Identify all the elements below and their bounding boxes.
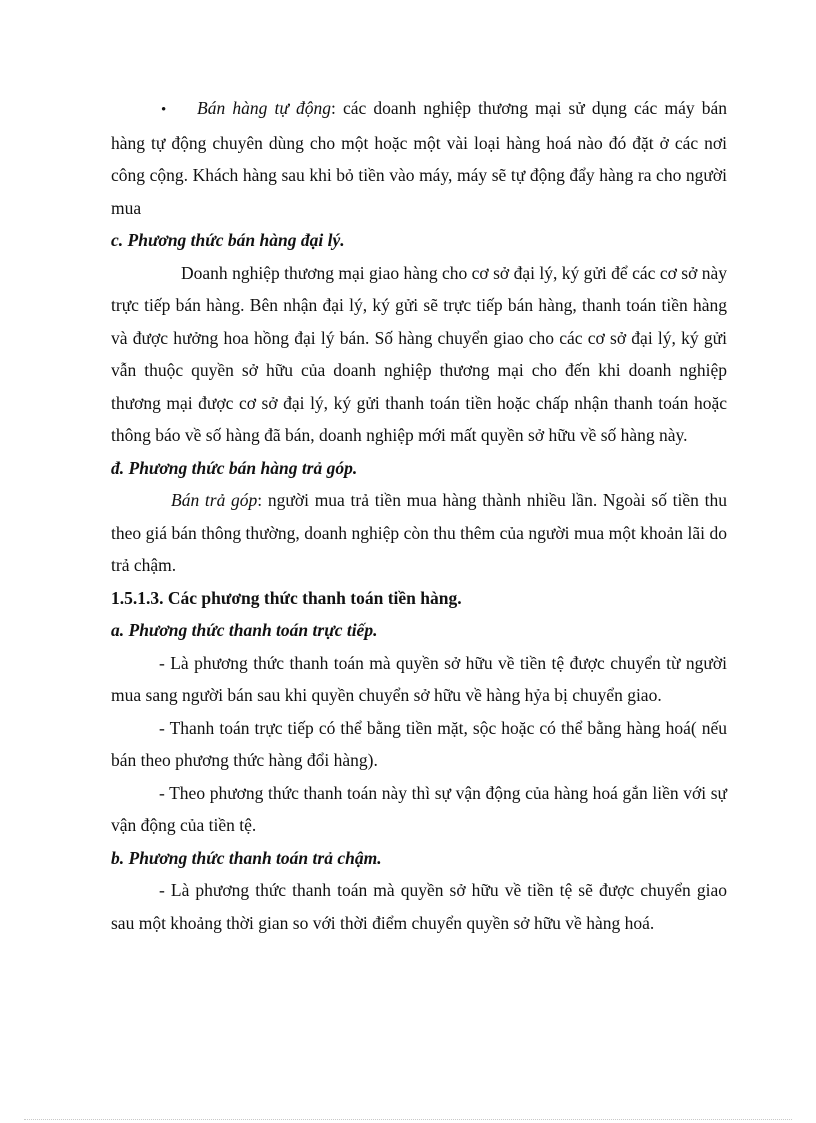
paragraph-installment-text: : người mua trả tiền mua hàng thành nhiều lần. Ngoài số tiền thu theo giá bán thông thường, doanh nghiệp còn thu thêm của người mua một khoản lãi do trả chậm. xyxy=(111,490,727,575)
heading-installment-sales: đ. Phương thức bán hàng trả góp. xyxy=(111,457,358,478)
paragraph-installment-sales xyxy=(111,484,727,582)
paragraph-agency-sales: Doanh nghiệp thương mại giao hàng cho cơ sở đại lý, ký gửi để các cơ sở này trực tiếp bán hàng. Bên nhận đại lý, ký gửi sẽ trực tiếp bán hàng, thanh toán tiền hàng và được hưởng hoa hồng đại lý bán. Số hàng chuyển giao cho các cơ sở đại lý, ký gửi vẫn thuộc quyền sở hữu của doanh nghiệp thương mại cho đến khi doanh nghiệp thương mại được cơ sở đại lý, ký gửi thanh toán tiền hoặc chấp nhận thanh toán hoặc thông báo về số hàng đã bán, doanh nghiệp mới mất quyền sở hữu về số hàng này. xyxy=(111,262,727,445)
heading-agency-sales: c. Phương thức bán hàng đại lý. xyxy=(111,230,345,250)
heading-deferred-payment: b. Phương thức thanh toán trả chậm. xyxy=(111,847,382,868)
paragraph-direct-payment-2: - Thanh toán trực tiếp có thể bằng tiền mặt, sộc hoặc có thể bằng hàng hoá( nếu bán theo phương thức hàng đổi hàng). xyxy=(111,717,727,770)
term-automatic-sales: Bán hàng tự động xyxy=(197,98,331,118)
bullet-icon: • xyxy=(161,102,167,118)
paragraph-direct-payment-1: - Là phương thức thanh toán mà quyền sở hữu về tiền tệ được chuyển từ người mua sang người bán sau khi quyền chuyển sở hữu về hàng hỷa bị chuyển giao. xyxy=(111,652,727,705)
term-installment: Bán trả góp xyxy=(171,490,258,510)
document-body xyxy=(111,92,727,939)
page-bottom-divider xyxy=(24,1119,792,1120)
bullet-paragraph xyxy=(111,92,727,224)
paragraph-direct-payment-3: - Theo phương thức thanh toán này thì sự vận động của hàng hoá gắn liền với sự vận động của tiền tệ. xyxy=(111,782,727,835)
heading-direct-payment: a. Phương thức thanh toán trực tiếp. xyxy=(111,620,378,640)
section-heading-payment-methods: 1.5.1.3. Các phương thức thanh toán tiền hàng. xyxy=(111,587,462,608)
bullet-paragraph-text: : các doanh nghiệp thương mại sử dụng các máy bán hàng tự động chuyên dùng cho một hoặc một vài loại hàng hoá nào đó đặt ở các nơi công cộng. Khách hàng sau khi bỏ tiền vào máy, máy sẽ tự động đẩy hàng ra cho người mua xyxy=(111,98,727,218)
paragraph-deferred-payment-1: - Là phương thức thanh toán mà quyền sở hữu về tiền tệ sẽ được chuyển giao sau một khoảng thời gian so với thời điểm chuyển quyền sở hữu về hàng hoá. xyxy=(111,880,727,933)
